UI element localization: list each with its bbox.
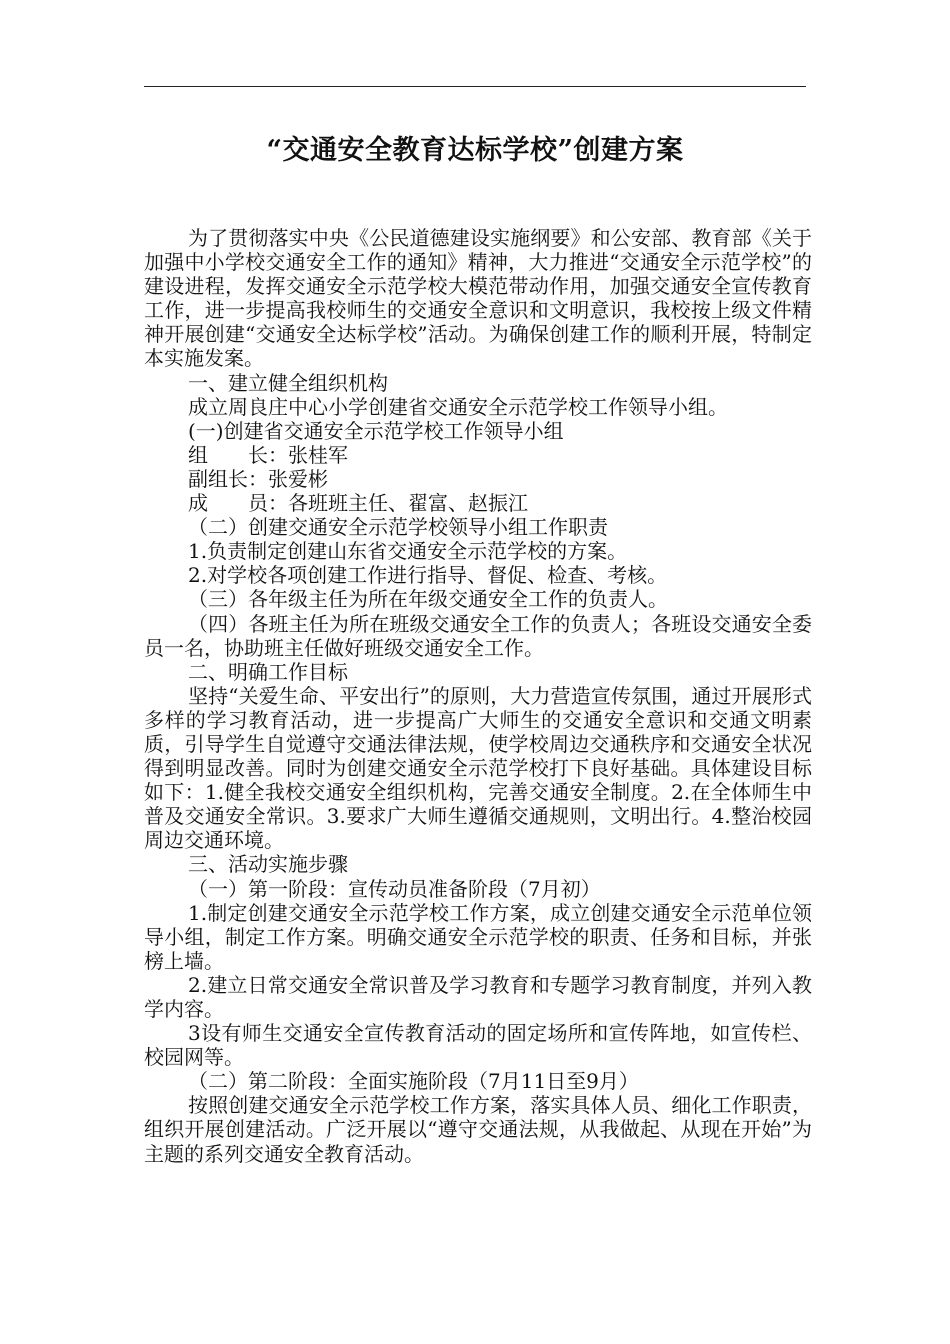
- intro-paragraph: 为了贯彻落实中央《公民道德建设实施纲要》和公安部、教育部《关于加强中小学校交通安全工作的通知》精神，大力推进“交通安全示范学校”的建设进程，发挥交通安全示范学校大模范带动作用，加强交通安全宣传教育工作，进一步提高我校师生的交通安全意识和文明意识，我校按上级文件精神开展创建“交通安全达标学校”活动。为确保创建工作的顺利开展，特制定本实施发案。: [144, 226, 812, 371]
- deputy-label: 副组长：: [188, 466, 268, 491]
- document-body: [144, 226, 812, 1166]
- subsection-1-3: （三）各年级主任为所在年级交通安全工作的负责人。: [188, 587, 668, 612]
- subsection-1-4: （四）各班主任为所在班级交通安全工作的负责人；各班设交通安全委员一名，协助班主任做好班级交通安全工作。: [144, 611, 812, 660]
- section-1-intro: 成立周良庄中心小学创建省交通安全示范学校工作领导小组。: [188, 394, 728, 419]
- document-title: “交通安全教育达标学校”创建方案: [266, 135, 684, 166]
- phase-1-item-3: 3设有师生交通安全宣传教育活动的固定场所和宣传阵地，如宣传栏、校园网等。: [144, 1021, 812, 1070]
- section-2-body: 坚持“关爱生命、平安出行”的原则，大力营造宣传氛围，通过开展形式多样的学习教育活动，进一步提高广大师生的交通安全意识和交通文明素质，引导学生自觉遵守交通法律法规，使学校周边交通秩序和交通安全状况得到明显改善。同时为创建交通安全示范学校打下良好基础。具体建设目标如下：1.健全我校交通安全组织机构，完善交通安全制度。2.在全体师生中普及交通安全常识。3.要求广大师生遵循交通规则，文明出行。4.整治校园周边交通环境。: [144, 683, 812, 853]
- members-line: [144, 491, 812, 515]
- duty-item-1: 1.负责制定创建山东省交通安全示范学校的方案。: [188, 539, 628, 564]
- deputy-name: 张爱彬: [268, 466, 328, 491]
- leader-name: 张桂军: [288, 442, 348, 467]
- section-2-heading: 二、明确工作目标: [188, 659, 348, 684]
- phase-1-item-2: 2.建立日常交通安全常识普及学习教育和专题学习教育制度，并列入教学内容。: [144, 972, 812, 1021]
- subsection-1-1: (一)创建省交通安全示范学校工作领导小组: [188, 418, 564, 443]
- phase-2-body: 按照创建交通安全示范学校工作方案，落实具体人员、细化工作职责，组织开展创建活动。广泛开展以“遵守交通法规，从我做起、从现在开始”为主题的系列交通安全教育活动。: [144, 1093, 812, 1166]
- members-label: 成 员：: [188, 491, 288, 516]
- section-1-heading: 一、建立健全组织机构: [188, 370, 388, 395]
- phase-1-item-1: 1.制定创建交通安全示范学校工作方案，成立创建交通安全示范单位领导小组，制定工作方案。明确交通安全示范学校的职责、任务和目标，并张榜上墙。: [144, 900, 812, 973]
- phase-2-heading: （二）第二阶段：全面实施阶段（7月11日至9月）: [188, 1069, 639, 1094]
- leader-label: 组 长：: [188, 442, 288, 467]
- duty-item-2: 2.对学校各项创建工作进行指导、督促、检查、考核。: [188, 563, 668, 588]
- header-rule: [144, 86, 806, 87]
- subsection-1-2: （二）创建交通安全示范学校领导小组工作职责: [188, 515, 608, 540]
- leader-line: [144, 443, 812, 467]
- section-3-heading: 三、活动实施步骤: [188, 852, 348, 877]
- phase-1-heading: （一）第一阶段：宣传动员准备阶段（7月初）: [188, 876, 601, 901]
- deputy-line: [144, 467, 812, 491]
- members-value: 各班班主任、翟富、赵振江: [288, 491, 528, 516]
